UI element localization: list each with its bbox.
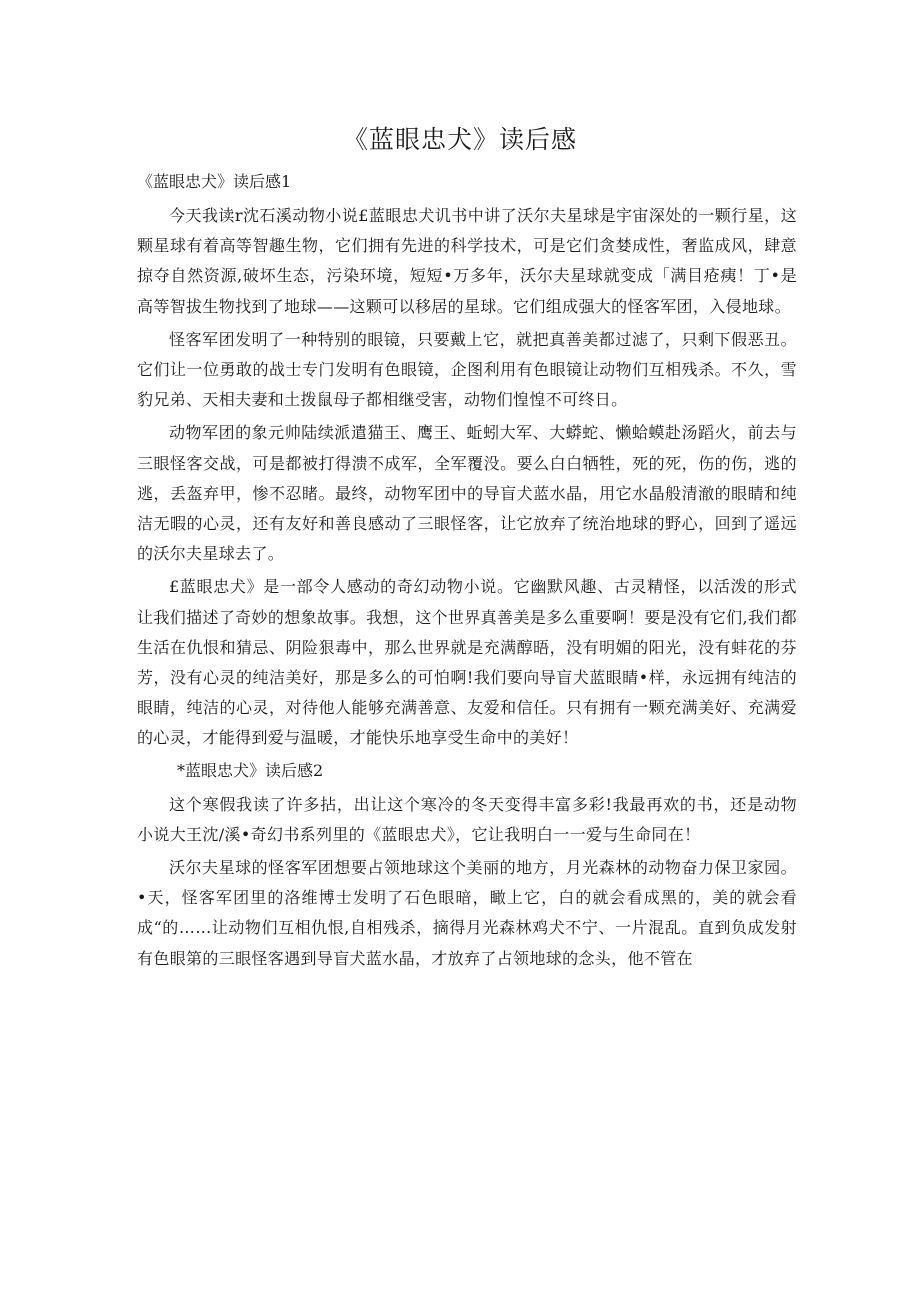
paragraph: 怪客军团发明了一种特别的眼镜，只要戴上它，就把真善美都过滤了，只剩下假恶丑。它们让一位勇敢的战士专门发明有色眼镜，企图利用有色眼镜让动物们互相残杀。不久，雪豹兄弟、天相夫妻和土拨鼠母子都相继受害，动物们惶惶不可终日。 [137,329,797,410]
paragraph: £蓝眼忠犬》是一部令人感动的奇幻动物小说。它幽默风趣、古灵精怪，以活泼的形式让我们描述了奇妙的想象故事。我想，这个世界真善美是多么重要啊！要是没有它们,我们都生活在仇恨和猜忌、阴险狠毒中，那么世界就是充满醇晤，没有明媚的阳光，没有蚌花的芬芳，没有心灵的纯洁美好，那是多么的可怕啊!我们要向导盲犬蓝眼睛•样，永远拥有纯洁的眼睛，纯洁的心灵，对待他人能够充满善意、友爱和信任。只有拥有一颗充满美好、充满爱的心灵，才能得到爱与温暖，才能快乐地享受生命中的美好！ [137,577,797,748]
document-title: 《蓝眼忠犬》读后感 [342,125,577,154]
document-body [137,168,797,977]
section-heading-2: *蓝眼忠犬》读后感2 [177,760,324,780]
section-heading-1: 《蓝眼忠犬》读后感1 [137,172,292,191]
paragraph: 沃尔夫星球的怪客军团想要占领地球这个美丽的地方，月光森林的动物奋力保卫家园。•天，怪客军团里的洛维博士发明了石色眼暗，瞰上它，白的就会看成黑的，美的就会看成“的……让动物们互相仇恨,自相残杀，摘得月光森林鸡犬不宁、一片混乱。直到负成发射有色眼第的三眼怪客遇到导盲犬蓝水晶，才放弃了占领地球的念头，他不管在 [137,858,797,968]
paragraph: 这个寒假我读了许多拈，出让这个寒冷的冬天变得丰富多彩!我最再欢的书，还是动物小说大王沈/溪•奇幻书系列里的《蓝眼忠犬》，它让我明白一一爱与生命同在！ [137,794,797,844]
paragraph: 今天我读r沈石溪动物小说£蓝眼忠犬讥书中讲了沃尔夫星球是宇宙深处的一颗行星，这颗星球有着高等智趣生物，它们拥有先进的科学技术，可是它们贪婪成性，奢监成风，肆意掠夺自然资源,破坏生态，污染环境，短短•万多年，沃尔夫星球就变成「满目疮痍！丁•是高等智拔生物找到了地球——这颗可以移居的星球。它们组成强大的怪客军团，入侵地球。 [137,206,797,316]
paragraph: 动物军团的象元帅陆续派遣猫王、鹰王、蚯蚓大军、大蟒蛇、懒蛤蟆赴汤蹈火，前去与三眼怪客交战，可是都被打得溃不成军，全军覆没。要么白白牺牲，死的死，伤的伤，逃的逃，丢盔弃甲，惨不忍睹。最终，动物军团中的导盲犬蓝水晶，用它水晶般清澈的眼睛和纯洁无暇的心灵，还有友好和善良感动了三眼怪客，让它放弃了统治地球的野心，回到了遥远的沃尔夫星球去了。 [137,423,797,564]
